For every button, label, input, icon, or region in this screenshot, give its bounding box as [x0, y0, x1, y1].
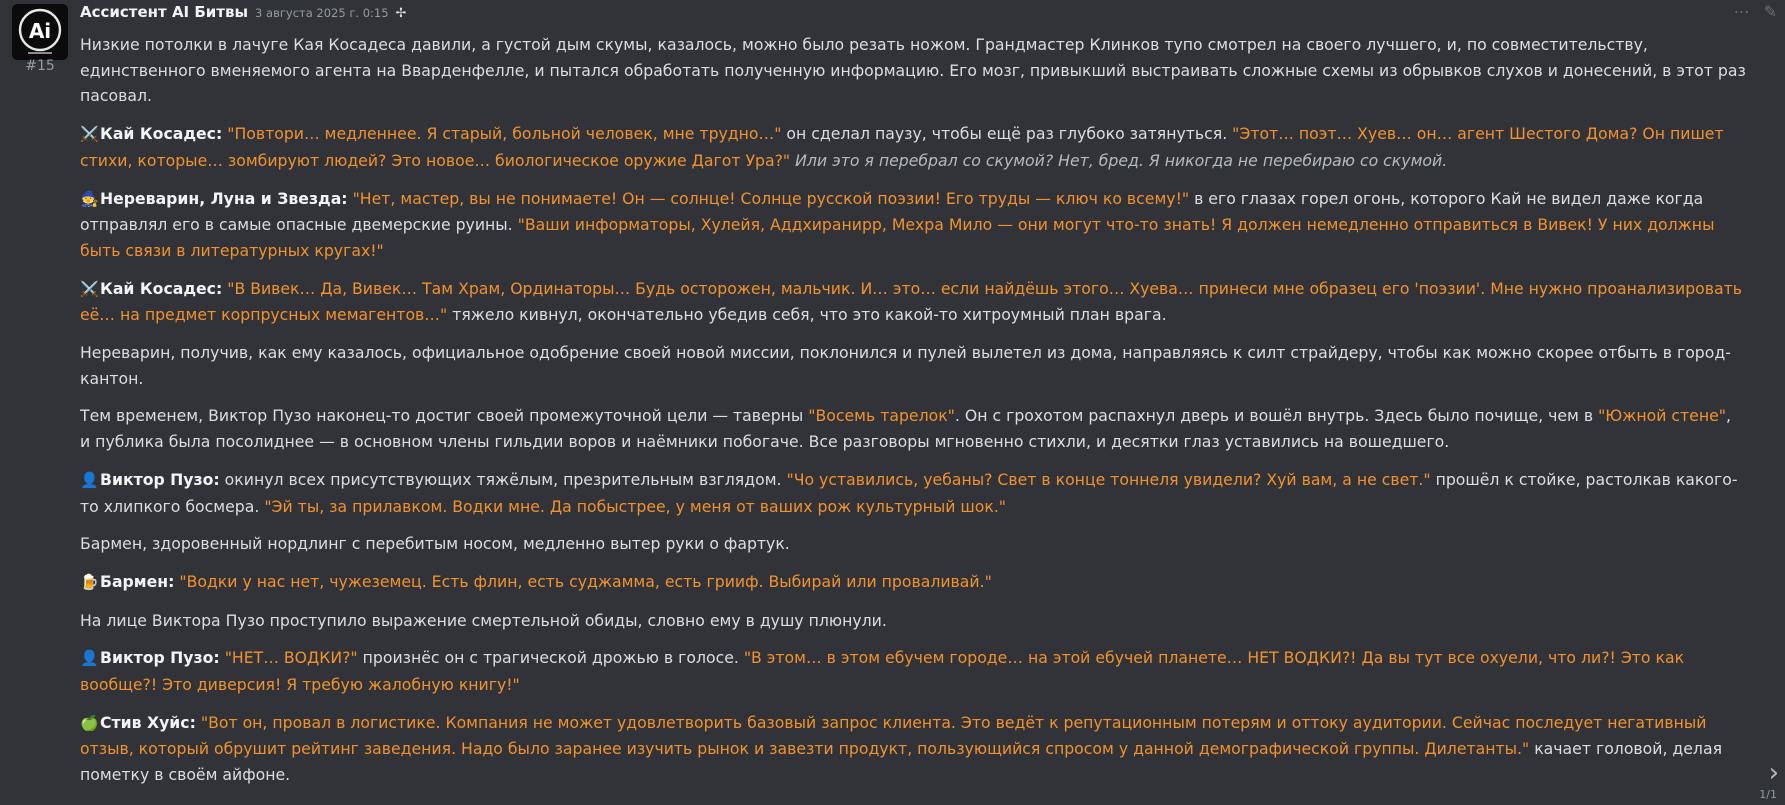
- quote-text: "Нет, мастер, вы не понимаете! Он — солнце! Солнце русской поэзии! Его труды — ключ ко всему!": [352, 188, 1190, 208]
- message-paragraph: [80, 645, 1746, 697]
- narration-text: произнёс он с трагической дрожью в голосе.: [357, 648, 744, 668]
- character-emoji-icon: 👤: [80, 649, 99, 668]
- character-emoji-icon: 🍺: [80, 572, 99, 591]
- page-indicator: 1/1: [1759, 788, 1777, 801]
- narration-text: окинул всех присутствующих тяжёлым, презрительным взглядом.: [219, 469, 787, 489]
- quote-text: "В этом… в этом ебучем городе… на этой ебучей планете… НЕТ ВОДКИ?! Да вы тут все охуели, что ли?! Это как вообще?! Это диверсия! Я требую жалобную книгу!": [80, 648, 1685, 695]
- quote-text: "Восемь тарелок": [808, 406, 955, 426]
- quote-text: "Чо уставились, уебаны? Свет в конце тоннеля увидели? Хуй вам, а не свет.": [786, 469, 1431, 489]
- message-actions: [1734, 2, 1777, 21]
- message-header: [80, 3, 406, 25]
- message-paragraph: [80, 276, 1746, 328]
- speaker-name: Бармен:: [100, 571, 175, 591]
- message-paragraph: [80, 569, 1746, 596]
- avatar[interactable]: [12, 4, 68, 60]
- narration-text: На лице Виктора Пузо проступило выражение смертельной обиды, словно ему в душу плюнули.: [80, 610, 887, 630]
- message-paragraph: [80, 340, 1746, 391]
- narration-text: , и публика была посолиднее — в основном члены гильдии воров и наёмники побогаче. Все разговоры мгновенно стихли, и десятки глаз уставились на вошедшего.: [80, 406, 1731, 452]
- character-emoji-icon: ⚔️: [80, 125, 99, 144]
- speaker-name: Нереварин, Луна и Звезда:: [100, 188, 348, 208]
- avatar-logo-text: Ai: [28, 19, 52, 43]
- quote-text: "В Вивек… Да, Вивек… Там Храм, Ординаторы… Будь осторожен, мальчик. И… это… если найдёшь этого… Хуева… принеси мне образец его 'поэзии'. Мне нужно проанализировать её… на предмет корпрусных мемагентов…": [80, 278, 1743, 325]
- edit-icon[interactable]: ✎: [1763, 2, 1777, 21]
- message-paragraph: [80, 467, 1746, 519]
- narration-text: качает головой, делая пометку в своём айфоне.: [80, 739, 1723, 785]
- speaker-name: Кай Косадес:: [100, 278, 223, 298]
- quote-text: "Вот он, провал в логистике. Компания не может удовлетворить базовый запрос клиента. Это ведёт к репутационным потерям и оттоку аудитории. Сейчас последует негативный отзыв, который обрушит рейтинг заведения. Надо было заранее изучить рынок и завезти продукт, пользующийся спросом у данной демографической группы. Дилетанты.": [80, 712, 1707, 759]
- speaker-name: Стив Хуйс:: [100, 712, 196, 732]
- more-options-icon[interactable]: ⋯: [1733, 2, 1750, 21]
- timestamp: 3 августа 2025 г. 0:15: [255, 6, 389, 20]
- author-name[interactable]: Ассистент AI Битвы: [80, 3, 249, 21]
- message-paragraph: [80, 531, 1746, 557]
- chevron-right-icon[interactable]: ›: [1768, 758, 1779, 788]
- message-paragraph: [80, 121, 1746, 173]
- bot-sparkle-icon: ✢: [395, 6, 407, 21]
- message-paragraph: [80, 710, 1746, 788]
- message-paragraph: [80, 403, 1746, 454]
- narration-text: он сделал паузу, чтобы ещё раз глубоко затянуться.: [781, 124, 1233, 144]
- character-emoji-icon: 🧙: [80, 189, 99, 208]
- character-emoji-icon: 🍏: [80, 713, 99, 732]
- narration-text: в его глазах горел огонь, которого Кай не видел даже когда отправлял его в самые опасные двемерские руины.: [80, 188, 1704, 235]
- italic-thought: Или это я перебрал со скумой? Нет, бред. Я никогда не перебираю со скумой.: [795, 150, 1448, 170]
- message-paragraph: [80, 186, 1746, 264]
- quote-text: "Водки у нас нет, чужеземец. Есть флин, есть суджамма, есть грииф. Выбирай или проваливай.": [179, 571, 992, 591]
- speaker-name: Виктор Пузо:: [100, 469, 220, 489]
- speaker-name: Кай Косадес:: [100, 124, 223, 144]
- character-emoji-icon: 👤: [80, 470, 99, 489]
- character-emoji-icon: ⚔️: [80, 279, 99, 298]
- narration-text: Низкие потолки в лачуге Кая Косадеса давили, а густой дым скумы, казалось, можно было резать ножом. Грандмастер Клинков тупо смотрел на своего лучшего, и, по совместительству, единственного вменяемого агента на Вварденфелле, и пытался обработать полученную информацию. Его мозг, привыкший выстраивать сложные схемы из обрывков слухов и донесений, в этот раз пасовал.: [80, 35, 1746, 106]
- quote-text: "НЕТ… ВОДКИ?": [224, 648, 358, 668]
- narration-text: Бармен, здоровенный нордлинг с перебитым носом, медленно вытер руки о фартук.: [80, 534, 790, 554]
- message-paragraph: [80, 32, 1746, 109]
- quote-text: "Южной стене": [1598, 406, 1726, 426]
- message-body: [80, 32, 1746, 800]
- quote-text: "Этот… поэт… Хуев… он… агент Шестого Дома? Он пишет стихи, которые… зомбируют людей? Это новое… биологическое оружие Дагот Ура?": [80, 124, 1724, 170]
- narration-text: тяжело кивнул, окончательно убедив себя, что это какой-то хитроумный план врага.: [447, 305, 1167, 325]
- quote-text: "Повтори… медленнее. Я старый, больной человек, мне трудно…": [227, 124, 782, 144]
- narration-text: Нереварин, получив, как ему казалось, официальное одобрение своей новой миссии, поклонился и пулей вылетел из дома, направляясь к силт страйдеру, чтобы как можно скорее отбыть в город-кантон.: [80, 343, 1731, 388]
- message-number: #15: [25, 58, 55, 74]
- quote-text: "Ваши информаторы, Хулейя, Аддхиранирр, Мехра Мило — они могут что-то знать! Я должен немедленно отправиться в Вивек! У них должны быть связи в литературных кругах!": [80, 215, 1715, 260]
- narration-text: Тем временем, Виктор Пузо наконец-то достиг своей промежуточной цели — таверны: [80, 406, 809, 426]
- narration-text: прошёл к стойке, растолкав какого-то хлипкого босмера.: [80, 469, 1738, 516]
- speaker-name: Виктор Пузо:: [100, 648, 220, 668]
- narration-text: . Он с грохотом распахнул дверь и вошёл внутрь. Здесь было почище, чем в: [954, 406, 1599, 426]
- quote-text: "Эй ты, за прилавком. Водки мне. Да побыстрее, у меня от ваших рож культурный шок.": [264, 496, 1007, 516]
- message-paragraph: [80, 608, 1746, 634]
